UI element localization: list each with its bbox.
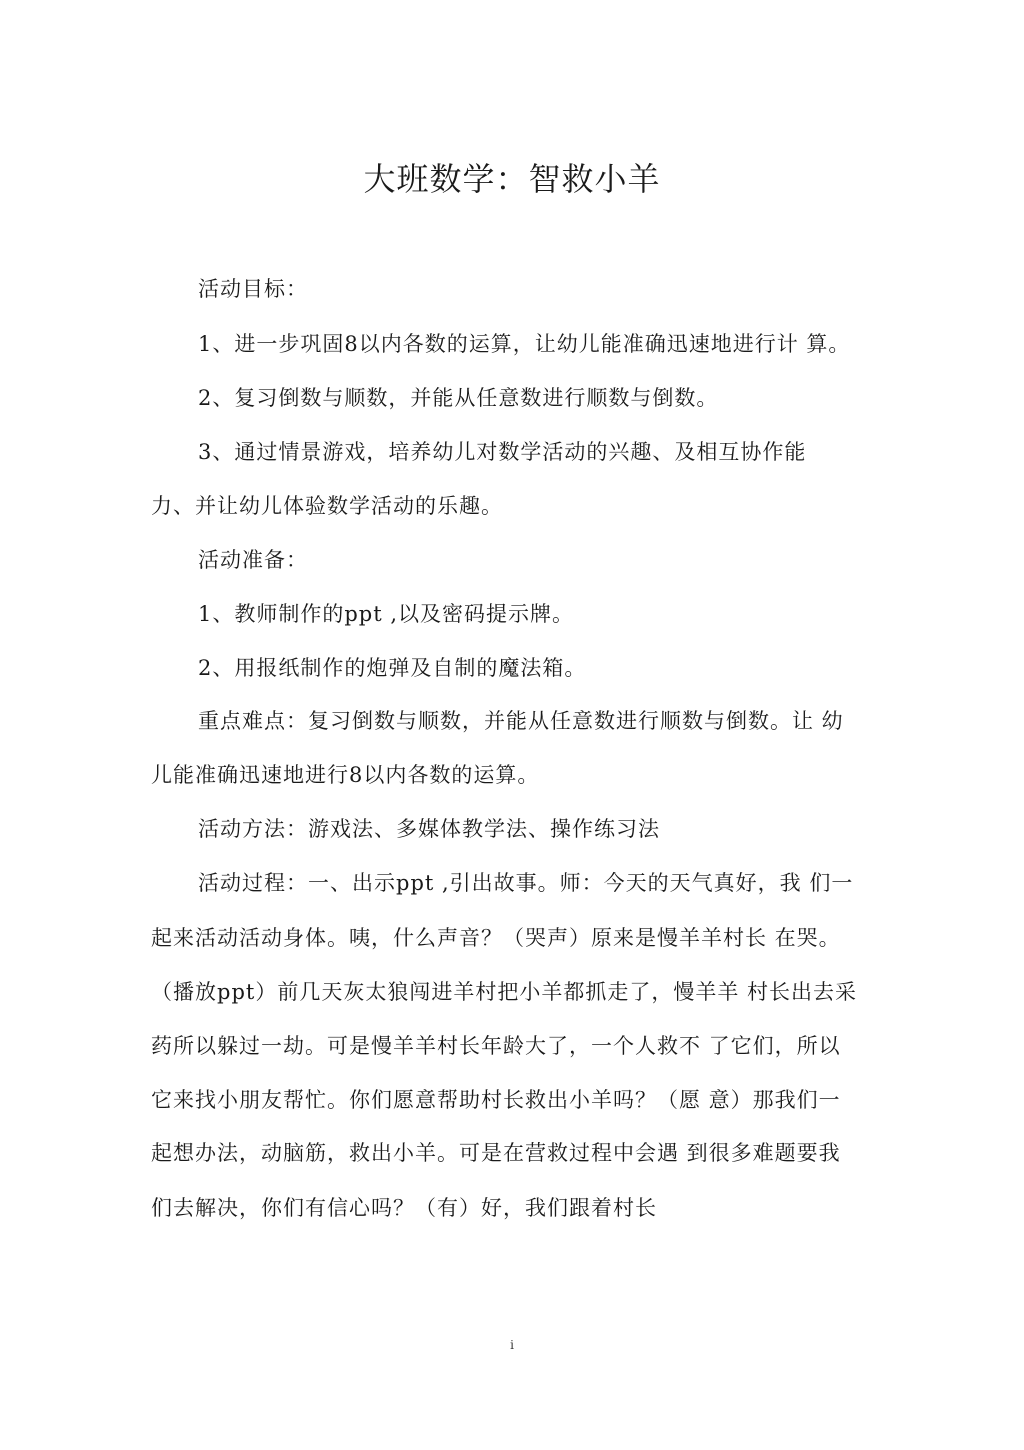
- paragraph-line: 3、通过情景游戏，培养幼儿对数学活动的兴趣、及相互协作能: [198, 440, 807, 464]
- page-number: i: [510, 1338, 514, 1352]
- paragraph-line: 们去解决，你们有信心吗？（有）好，我们跟着村长: [151, 1196, 657, 1220]
- paragraph-line: 活动过程：一、出示ppt ,引出故事。师：今天的天气真好，我 们一: [198, 871, 854, 895]
- paragraph-line: 2、复习倒数与顺数，并能从任意数进行顺数与倒数。: [198, 386, 719, 410]
- document-title: 大班数学：智救小羊: [363, 160, 661, 198]
- section-heading-preparation: 活动准备：: [198, 548, 308, 572]
- paragraph-line: 儿能准确迅速地进行8以内各数的运算。: [151, 763, 540, 787]
- paragraph-line: 它来找小朋友帮忙。你们愿意帮助村长救出小羊吗？（愿 意）那我们一: [151, 1088, 841, 1112]
- paragraph-line: 1、进一步巩固8以内各数的运算，让幼儿能准确迅速地进行计 算。: [198, 332, 851, 356]
- paragraph-line: 1、教师制作的ppt ,以及密码提示牌。: [198, 602, 575, 626]
- paragraph-line: 活动方法：游戏法、多媒体教学法、操作练习法: [198, 817, 660, 841]
- paragraph-line: 2、用报纸制作的炮弹及自制的魔法箱。: [198, 656, 587, 680]
- paragraph-line: （播放ppt）前几天灰太狼闯进羊村把小羊都抓走了，慢羊羊 村长出去采: [151, 980, 857, 1004]
- paragraph-line: 力、并让幼儿体验数学活动的乐趣。: [151, 494, 503, 518]
- paragraph-line: 重点难点：复习倒数与顺数，并能从任意数进行顺数与倒数。让 幼: [198, 709, 844, 733]
- paragraph-line: 起想办法，动脑筋，救出小羊。可是在营救过程中会遇 到很多难题要我: [151, 1141, 841, 1165]
- section-heading-goals: 活动目标：: [198, 277, 308, 301]
- paragraph-line: 药所以躲过一劫。可是慢羊羊村长年龄大了，一个人救不 了它们，所以: [151, 1034, 841, 1058]
- paragraph-line: 起来活动活动身体。咦，什么声音？（哭声）原来是慢羊羊村长 在哭。: [151, 926, 841, 950]
